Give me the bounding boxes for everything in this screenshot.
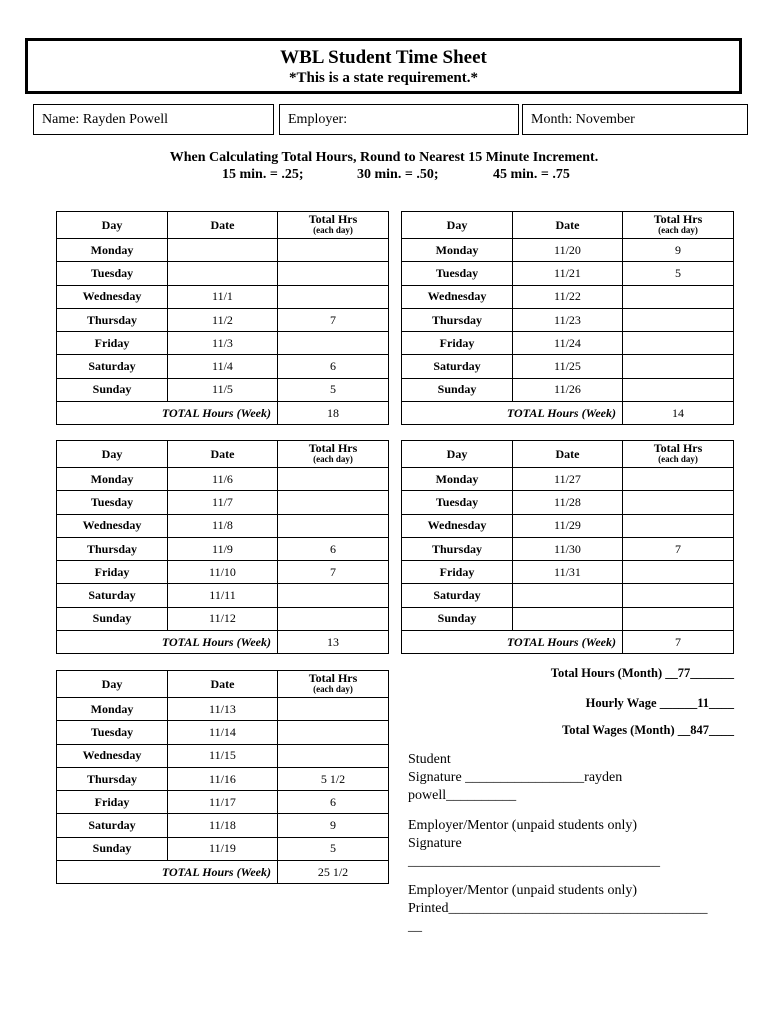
hours-cell[interactable] xyxy=(623,514,734,537)
table-row xyxy=(402,561,734,584)
date-cell[interactable]: 11/3 xyxy=(168,332,278,355)
day-cell: Monday xyxy=(57,698,168,721)
day-cell: Saturday xyxy=(402,584,513,607)
col-header-total-label: Total Hrs xyxy=(308,212,358,226)
hours-cell[interactable] xyxy=(278,698,389,721)
day-cell: Sunday xyxy=(57,607,168,630)
table-row xyxy=(402,332,734,355)
date-cell[interactable]: 11/25 xyxy=(513,355,623,378)
day-cell: Saturday xyxy=(57,814,168,837)
rounding-30: 30 min. = .50; xyxy=(357,167,439,182)
hours-cell[interactable]: 5 xyxy=(278,378,389,401)
day-cell: Wednesday xyxy=(57,744,168,767)
table-row xyxy=(402,262,734,285)
day-cell: Saturday xyxy=(57,584,168,607)
date-cell[interactable]: 11/22 xyxy=(513,285,623,308)
date-cell[interactable]: 11/21 xyxy=(513,262,623,285)
col-header-day: Day xyxy=(57,212,168,239)
week-total-value[interactable]: 25 1/2 xyxy=(278,861,389,884)
hours-cell[interactable] xyxy=(623,378,734,401)
hours-cell[interactable] xyxy=(278,721,389,744)
header-box xyxy=(25,38,742,94)
week-total-row xyxy=(402,631,734,654)
date-cell[interactable]: 11/26 xyxy=(513,378,623,401)
day-cell: Thursday xyxy=(57,537,168,560)
day-cell: Saturday xyxy=(402,355,513,378)
col-header-total-label: Total Hrs xyxy=(308,441,358,455)
day-cell: Thursday xyxy=(402,308,513,331)
date-cell[interactable] xyxy=(513,584,623,607)
date-cell[interactable]: 11/31 xyxy=(513,561,623,584)
hours-cell[interactable] xyxy=(278,332,389,355)
hours-cell[interactable]: 5 xyxy=(278,837,389,860)
day-cell: Monday xyxy=(402,239,513,262)
week-total-row xyxy=(57,861,389,884)
week-total-row xyxy=(57,631,389,654)
employer-field[interactable]: Employer: xyxy=(279,104,519,135)
week-total-label: TOTAL Hours (Week) xyxy=(57,861,278,884)
date-cell[interactable]: 11/5 xyxy=(168,378,278,401)
table-row xyxy=(402,239,734,262)
table-row xyxy=(57,744,389,767)
week-total-row xyxy=(402,402,734,425)
day-cell: Tuesday xyxy=(402,491,513,514)
table-row xyxy=(57,491,389,514)
hours-cell[interactable] xyxy=(278,468,389,491)
hours-cell[interactable] xyxy=(623,468,734,491)
hours-cell[interactable] xyxy=(623,285,734,308)
date-cell[interactable]: 11/10 xyxy=(168,561,278,584)
day-cell: Thursday xyxy=(402,537,513,560)
table-row xyxy=(57,355,389,378)
col-header-date: Date xyxy=(513,212,623,239)
table-row xyxy=(402,355,734,378)
day-cell: Tuesday xyxy=(57,491,168,514)
hours-cell[interactable]: 6 xyxy=(278,537,389,560)
hours-cell[interactable]: 7 xyxy=(278,561,389,584)
hours-cell[interactable] xyxy=(278,584,389,607)
col-header-total-sub: (each day) xyxy=(658,454,698,464)
employer-signature-line-2: Signature xyxy=(408,836,462,851)
employer-signature-line-3: ____________________________________ xyxy=(408,854,660,869)
col-header-total-label: Total Hrs xyxy=(653,212,703,226)
employer-signature-line-1: Employer/Mentor (unpaid students only) xyxy=(408,818,638,833)
day-cell: Friday xyxy=(57,332,168,355)
page-title: WBL Student Time Sheet xyxy=(280,47,487,68)
hours-cell[interactable]: 6 xyxy=(278,355,389,378)
col-header-total-label: Total Hrs xyxy=(653,441,703,455)
date-cell[interactable]: 11/30 xyxy=(513,537,623,560)
date-cell[interactable]: 11/9 xyxy=(168,537,278,560)
day-cell: Wednesday xyxy=(57,514,168,537)
col-header-total-sub: (each day) xyxy=(313,225,353,235)
week-total-label: TOTAL Hours (Week) xyxy=(57,402,278,425)
day-cell: Friday xyxy=(57,561,168,584)
total-wages-month[interactable]: Total Wages (Month) __847____ xyxy=(562,723,734,737)
hours-cell[interactable] xyxy=(278,262,389,285)
day-cell: Wednesday xyxy=(402,514,513,537)
employer-printed-line-2: Printed_____________________________________ xyxy=(408,901,708,916)
day-cell: Wednesday xyxy=(57,285,168,308)
table-row xyxy=(57,262,389,285)
hours-cell[interactable] xyxy=(623,561,734,584)
table-row xyxy=(57,378,389,401)
table-row xyxy=(402,514,734,537)
table-row xyxy=(402,537,734,560)
table-row xyxy=(57,308,389,331)
day-cell: Friday xyxy=(57,791,168,814)
col-header-total-sub: (each day) xyxy=(313,684,353,694)
col-header-date: Date xyxy=(168,212,278,239)
week-table xyxy=(56,440,389,654)
col-header-total-label: Total Hrs xyxy=(308,671,358,685)
col-header-day: Day xyxy=(57,671,168,698)
hours-cell[interactable]: 7 xyxy=(278,308,389,331)
date-cell[interactable] xyxy=(168,262,278,285)
date-cell[interactable]: 11/17 xyxy=(168,791,278,814)
table-row xyxy=(57,814,389,837)
student-signature-line-1: Student xyxy=(408,752,451,767)
col-header-total xyxy=(623,441,734,468)
table-row xyxy=(402,285,734,308)
date-cell[interactable]: 11/6 xyxy=(168,468,278,491)
day-cell: Tuesday xyxy=(57,721,168,744)
table-row xyxy=(57,584,389,607)
day-cell: Monday xyxy=(402,468,513,491)
hours-cell[interactable] xyxy=(278,239,389,262)
student-signature-line-2: Signature _________________rayden xyxy=(408,770,623,785)
table-row xyxy=(402,584,734,607)
week-table xyxy=(401,211,734,425)
week-total-row xyxy=(57,402,389,425)
date-cell[interactable] xyxy=(513,607,623,630)
week-total-value[interactable]: 7 xyxy=(623,631,734,654)
col-header-day: Day xyxy=(402,212,513,239)
day-cell: Friday xyxy=(402,332,513,355)
col-header-total xyxy=(623,212,734,239)
week-table xyxy=(401,440,734,654)
week-total-value[interactable]: 13 xyxy=(278,631,389,654)
week-total-label: TOTAL Hours (Week) xyxy=(402,631,623,654)
date-cell[interactable]: 11/16 xyxy=(168,767,278,790)
col-header-date: Date xyxy=(513,441,623,468)
date-cell[interactable]: 11/27 xyxy=(513,468,623,491)
col-header-date: Date xyxy=(168,671,278,698)
table-row xyxy=(57,698,389,721)
day-cell: Tuesday xyxy=(57,262,168,285)
col-header-date: Date xyxy=(168,441,278,468)
hours-cell[interactable] xyxy=(623,491,734,514)
hours-cell[interactable]: 9 xyxy=(623,239,734,262)
date-cell[interactable]: 11/12 xyxy=(168,607,278,630)
hours-cell[interactable] xyxy=(278,607,389,630)
date-cell[interactable]: 11/7 xyxy=(168,491,278,514)
table-row xyxy=(57,332,389,355)
day-cell: Monday xyxy=(57,468,168,491)
day-cell: Saturday xyxy=(57,355,168,378)
employer-printed-line-1: Employer/Mentor (unpaid students only) xyxy=(408,883,638,898)
col-header-day: Day xyxy=(57,441,168,468)
student-signature[interactable] xyxy=(408,751,622,805)
date-cell[interactable]: 11/13 xyxy=(168,698,278,721)
date-cell[interactable] xyxy=(168,239,278,262)
rounding-45: 45 min. = .75 xyxy=(493,167,570,182)
col-header-total xyxy=(278,441,389,468)
col-header-total-sub: (each day) xyxy=(658,225,698,235)
day-cell: Sunday xyxy=(402,378,513,401)
col-header-total xyxy=(278,671,389,698)
date-cell[interactable]: 11/1 xyxy=(168,285,278,308)
date-cell[interactable]: 11/2 xyxy=(168,308,278,331)
col-header-total-sub: (each day) xyxy=(313,454,353,464)
hours-cell[interactable] xyxy=(623,584,734,607)
table-row xyxy=(57,285,389,308)
hours-cell[interactable] xyxy=(623,607,734,630)
hours-cell[interactable]: 5 xyxy=(623,262,734,285)
rounding-15: 15 min. = .25; xyxy=(222,167,304,182)
day-cell: Sunday xyxy=(57,837,168,860)
table-row xyxy=(57,767,389,790)
day-cell: Monday xyxy=(57,239,168,262)
date-cell[interactable]: 11/4 xyxy=(168,355,278,378)
page-subtitle: *This is a state requirement.* xyxy=(288,70,479,86)
hours-cell[interactable] xyxy=(278,744,389,767)
hours-cell[interactable]: 7 xyxy=(623,537,734,560)
table-row xyxy=(57,514,389,537)
hours-cell[interactable]: 5 1/2 xyxy=(278,767,389,790)
hourly-wage[interactable]: Hourly Wage ______11____ xyxy=(585,696,734,710)
date-cell[interactable]: 11/29 xyxy=(513,514,623,537)
employer-printed-name[interactable] xyxy=(408,882,707,936)
hours-cell[interactable] xyxy=(623,355,734,378)
week-table xyxy=(56,670,389,884)
table-row xyxy=(402,491,734,514)
date-cell[interactable]: 11/19 xyxy=(168,837,278,860)
table-row xyxy=(57,791,389,814)
date-cell[interactable]: 11/14 xyxy=(168,721,278,744)
date-cell[interactable]: 11/24 xyxy=(513,332,623,355)
hours-cell[interactable] xyxy=(278,491,389,514)
week-total-label: TOTAL Hours (Week) xyxy=(57,631,278,654)
hours-cell[interactable] xyxy=(278,285,389,308)
date-cell[interactable]: 11/28 xyxy=(513,491,623,514)
date-cell[interactable]: 11/8 xyxy=(168,514,278,537)
week-total-value[interactable]: 18 xyxy=(278,402,389,425)
hours-cell[interactable]: 6 xyxy=(278,791,389,814)
table-row xyxy=(57,239,389,262)
table-row xyxy=(57,721,389,744)
week-table xyxy=(56,211,389,425)
date-cell[interactable]: 11/20 xyxy=(513,239,623,262)
day-cell: Sunday xyxy=(402,607,513,630)
hours-cell[interactable] xyxy=(623,332,734,355)
week-total-value[interactable]: 14 xyxy=(623,402,734,425)
total-hours-month[interactable]: Total Hours (Month) __77_______ xyxy=(550,666,734,680)
month-field[interactable]: Month: November xyxy=(522,104,748,135)
day-cell: Tuesday xyxy=(402,262,513,285)
date-cell[interactable]: 11/11 xyxy=(168,584,278,607)
day-cell: Sunday xyxy=(57,378,168,401)
date-cell[interactable]: 11/18 xyxy=(168,814,278,837)
employer-printed-line-3: __ xyxy=(408,919,422,934)
rounding-instruction: When Calculating Total Hours, Round to Nearest 15 Minute Increment. xyxy=(169,150,599,165)
table-row xyxy=(57,468,389,491)
col-header-day: Day xyxy=(402,441,513,468)
day-cell: Wednesday xyxy=(402,285,513,308)
table-row xyxy=(57,561,389,584)
col-header-total xyxy=(278,212,389,239)
name-field[interactable]: Name: Rayden Powell xyxy=(33,104,274,135)
table-row xyxy=(57,837,389,860)
hours-cell[interactable]: 9 xyxy=(278,814,389,837)
student-signature-line-3: powell__________ xyxy=(408,788,517,803)
date-cell[interactable]: 11/23 xyxy=(513,308,623,331)
day-cell: Thursday xyxy=(57,308,168,331)
employer-signature[interactable] xyxy=(408,817,660,871)
table-row xyxy=(402,468,734,491)
week-total-label: TOTAL Hours (Week) xyxy=(402,402,623,425)
table-row xyxy=(402,607,734,630)
hours-cell[interactable] xyxy=(278,514,389,537)
table-row xyxy=(402,378,734,401)
day-cell: Thursday xyxy=(57,767,168,790)
date-cell[interactable]: 11/15 xyxy=(168,744,278,767)
hours-cell[interactable] xyxy=(623,308,734,331)
day-cell: Friday xyxy=(402,561,513,584)
table-row xyxy=(57,537,389,560)
table-row xyxy=(57,607,389,630)
table-row xyxy=(402,308,734,331)
